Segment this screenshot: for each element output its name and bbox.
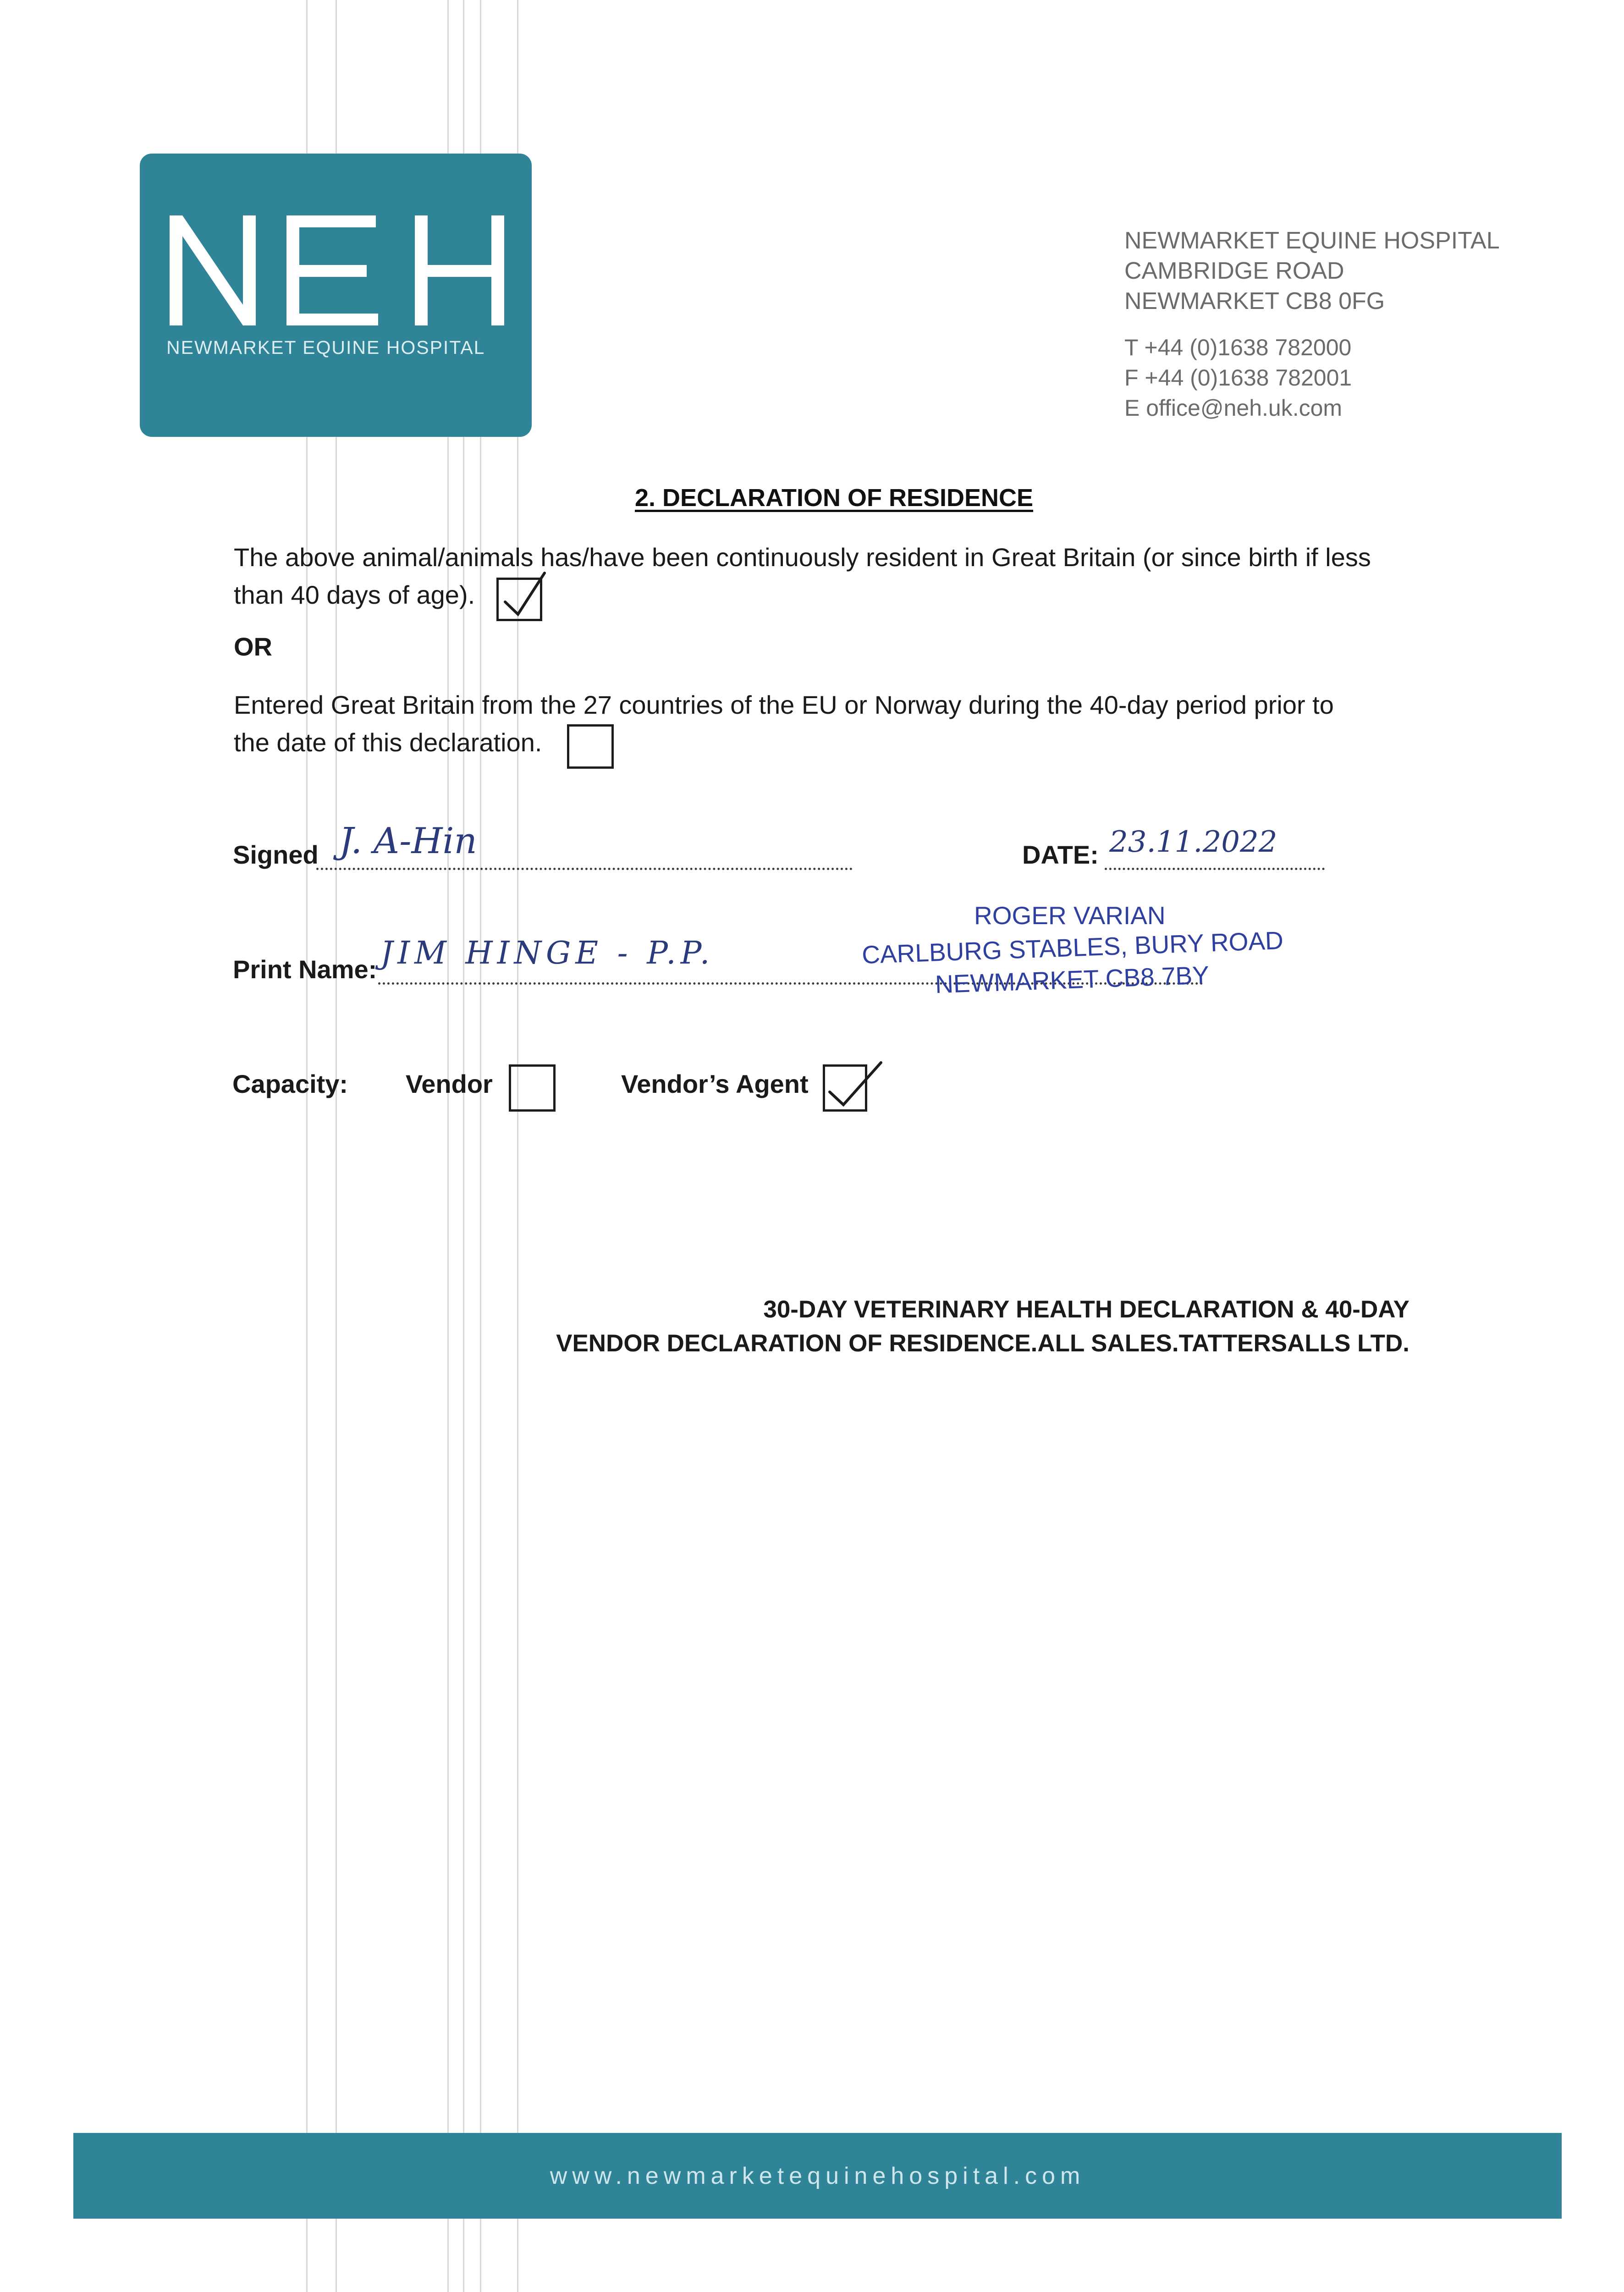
checkmark-icon [825, 1059, 885, 1114]
stamp-line: CARLBURG STABLES, BURY ROAD [861, 926, 1284, 970]
option1-text [234, 539, 1371, 614]
website-url[interactable]: www.newmarketequinehospital.com [550, 2162, 1085, 2189]
note-line2: VENDOR DECLARATION OF RESIDENCE.ALL SALES.TATTERSALLS LTD. [556, 1330, 1409, 1357]
address-line: CAMBRIDGE ROAD [1124, 258, 1344, 284]
option2-line2: the date of this declaration. [234, 728, 542, 757]
signature: J. A-Hin [339, 821, 477, 862]
vendor-checkbox[interactable] [509, 1064, 556, 1112]
form-reference-note [556, 1293, 1409, 1361]
email-address: E office@neh.uk.com [1124, 395, 1343, 421]
section-heading: 2. DECLARATION OF RESIDENCE [635, 484, 1034, 512]
fax-number: F +44 (0)1638 782001 [1124, 365, 1352, 391]
signature-line [316, 868, 853, 870]
neh-logo-mark [165, 211, 509, 330]
print-name-label: Print Name: [233, 955, 377, 984]
print-name-value: JIM HINGE - P.P. [380, 935, 715, 971]
capacity-label: Capacity: [232, 1069, 348, 1098]
vendors-agent-label: Vendor’s Agent [621, 1069, 809, 1098]
or-label: OR [234, 632, 272, 661]
signed-label: Signed [233, 840, 319, 869]
date-label: DATE: [1022, 840, 1099, 869]
checkmark-icon [500, 571, 550, 621]
stamp-line: NEWMARKET CB8 7BY [935, 960, 1210, 999]
option1-line2: than 40 days of age). [234, 580, 475, 609]
address-line: NEWMARKET EQUINE HOSPITAL [1124, 227, 1500, 254]
phone-number: T +44 (0)1638 782000 [1124, 335, 1352, 360]
hospital-address [1124, 226, 1500, 316]
address-line: NEWMARKET CB8 0FG [1124, 288, 1385, 314]
date-line [1105, 868, 1325, 870]
hospital-contact [1124, 332, 1352, 423]
stable-stamp [853, 892, 1288, 1002]
note-line1: 30-DAY VETERINARY HEALTH DECLARATION & 40-DAY [763, 1296, 1409, 1323]
logo-subtitle: NEWMARKET EQUINE HOSPITAL [166, 337, 485, 358]
eu-entry-checkbox[interactable] [567, 724, 614, 769]
footer-bar [73, 2133, 1562, 2219]
date-value: 23.11.2022 [1109, 825, 1277, 859]
option2-text [234, 686, 1334, 761]
option1-line1: The above animal/animals has/have been continuously resident in Great Britain (or since birth if less [234, 543, 1371, 572]
option2-line1: Entered Great Britain from the 27 countries of the EU or Norway during the 40-day period prior to [234, 690, 1334, 719]
neh-logo [140, 154, 532, 437]
vendor-label: Vendor [406, 1069, 493, 1098]
stamp-line: ROGER VARIAN [974, 901, 1166, 930]
